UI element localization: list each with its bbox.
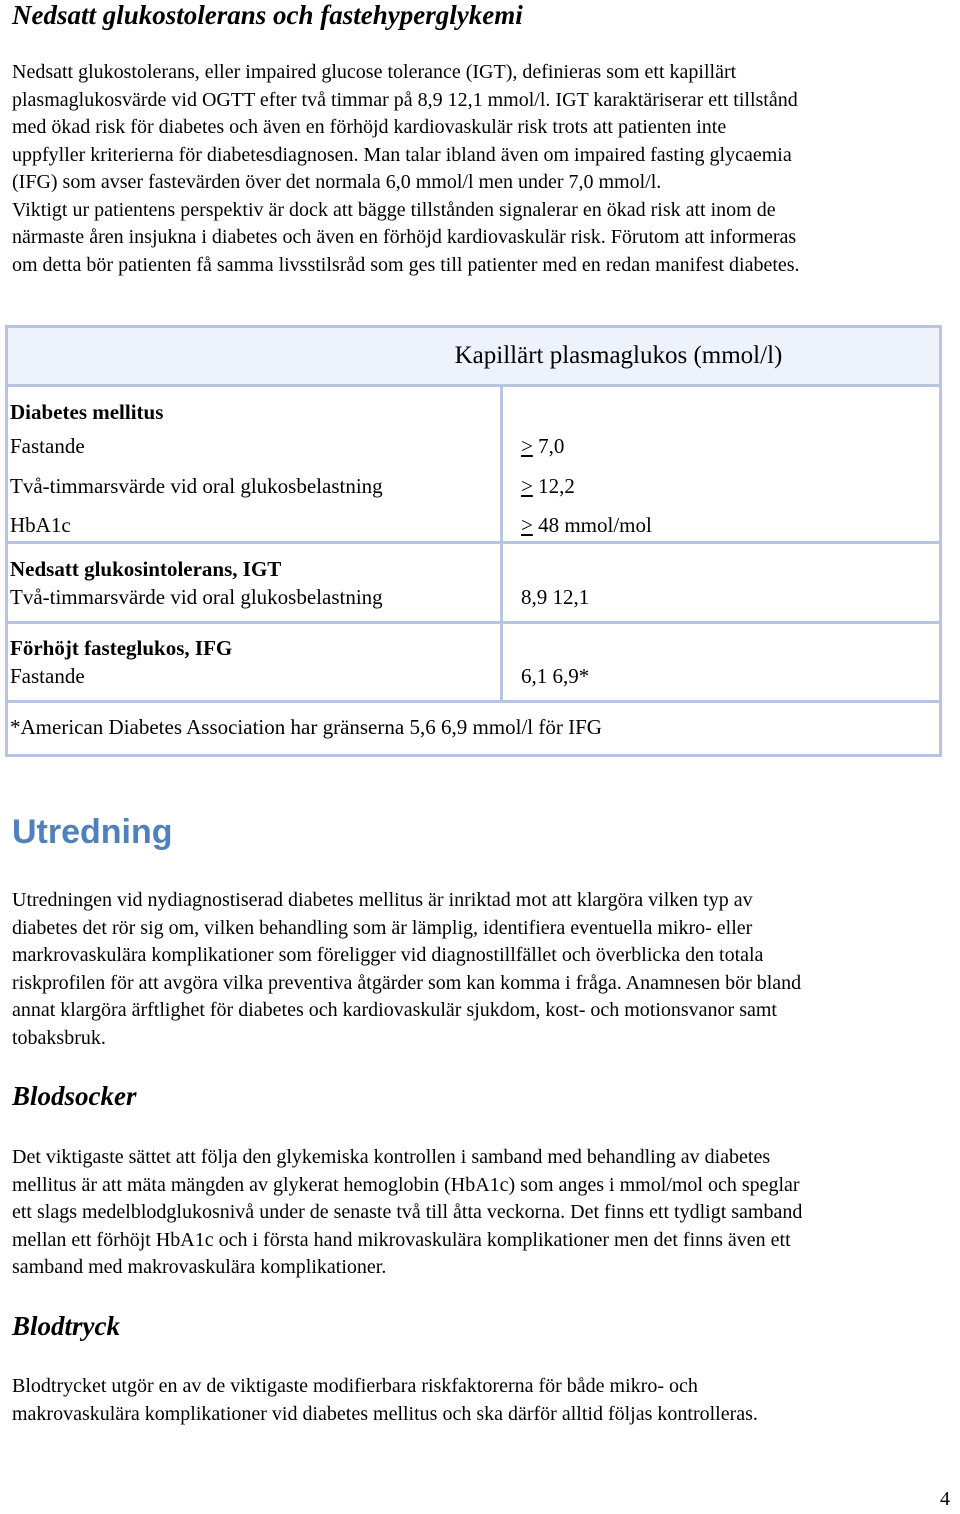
text-line: annat klargöra ärftlighet för diabetes och kardiovaskulär sjukdom, kost- och motionsvanor samt xyxy=(12,999,777,1021)
text-line: om detta bör patienten få samma livsstilsråd som ges till patienter med en redan manifest diabetes. xyxy=(12,253,800,276)
glucose-criteria-table xyxy=(5,325,942,757)
utredning-paragraph xyxy=(12,887,957,1052)
row-value-text: 12,2 xyxy=(538,474,575,498)
text-line: tobaksbruk. xyxy=(12,1026,106,1049)
row-value: 6,1 6,9* xyxy=(521,664,590,688)
table-header-label: Kapillärt plasmaglukos (mmol/l) xyxy=(454,342,783,369)
section1-paragraph xyxy=(12,59,957,279)
row-label: Fastande xyxy=(10,434,85,458)
text-line: uppfyller kriterierna för diabetesdiagnosen. Man talar ibland även om impaired fasting glycaemia xyxy=(12,143,792,166)
row-label: Fastande xyxy=(10,664,85,688)
row-label: Två-timmarsvärde vid oral glukosbelastning xyxy=(10,474,383,498)
section-title-blodtryck: Blodtryck xyxy=(12,1311,120,1341)
row-value-text: 48 mmol/mol xyxy=(538,513,652,537)
table-header xyxy=(5,325,942,387)
section-title-blodsocker: Blodsocker xyxy=(12,1081,137,1111)
text-line: samband med makrovaskulära komplikationer. xyxy=(12,1256,387,1278)
row-label: Två-timmarsvärde vid oral glukosbelastning xyxy=(10,585,383,609)
text-line: diabetes det rör sig om, vilken behandling som är lämplig, identifiera eventuella mikro- eller xyxy=(12,916,753,939)
geq-symbol: > xyxy=(521,513,533,537)
text-line: mellitus är att mäta mängden av glykerat hemoglobin (HbA1c) som anges i mmol/mol och speglar xyxy=(12,1173,800,1196)
blodtryck-paragraph xyxy=(12,1373,957,1428)
row-value: 8,9 12,1 xyxy=(521,585,590,609)
row-value xyxy=(521,436,564,457)
text-line: Blodtrycket utgör en av de viktigaste modifierbara riskfaktorerna för både mikro- och xyxy=(12,1375,698,1397)
blodsocker-paragraph xyxy=(12,1144,957,1282)
text-line: Det viktigaste sättet att följa den glykemiska kontrollen i samband med behandling av diabetes xyxy=(12,1146,771,1168)
text-line: makrovaskulära komplikationer vid diabetes mellitus och ska därför alltid följas kontrolleras. xyxy=(12,1402,758,1425)
text-line: med ökad risk för diabetes och även en förhöjd kardiovaskulär risk trots att patienten inte xyxy=(12,116,727,138)
text-line: markrovaskulära komplikationer som föreligger vid diagnostillfället och överblicka den totala xyxy=(12,944,764,966)
section-title-utredning: Utredning xyxy=(12,813,173,851)
section-title-nedsatt: Nedsatt glukostolerans och fastehyperglykemi xyxy=(12,0,523,30)
text-line: Viktigt ur patientens perspektiv är dock att bägge tillstånden signalerar en ökad risk att inom de xyxy=(12,198,776,221)
geq-symbol: > xyxy=(521,434,533,458)
row-label: HbA1c xyxy=(10,513,71,537)
text-line: Nedsatt glukostolerans, eller impaired glucose tolerance (IGT), definieras som ett kapillärt xyxy=(12,61,737,83)
table-footnote: *American Diabetes Association har gränserna 5,6 6,9 mmol/l för IFG xyxy=(10,715,602,739)
text-line: Utredningen vid nydiagnostiserad diabetes mellitus är inriktad mot att klargöra vilken typ av xyxy=(12,889,753,911)
geq-symbol: > xyxy=(521,474,533,498)
row-value-text: 7,0 xyxy=(538,434,565,458)
ifg-heading: Förhöjt fasteglukos, IFG xyxy=(10,636,233,660)
text-line: plasmaglukosvärde vid OGTT efter två timmar på 8,9 12,1 mmol/l. IGT karaktäriserar ett tillstånd xyxy=(12,88,798,111)
text-line: närmaste åren insjukna i diabetes och även en förhöjd kardiovaskulär risk. Förutom att informeras xyxy=(12,226,797,248)
text-line: riskprofilen för att avgöra vilka preventiva åtgärder som kan komma i fråga. Anamnesen bör bland xyxy=(12,971,802,994)
page-number: 4 xyxy=(940,1488,950,1510)
diabetes-heading: Diabetes mellitus xyxy=(10,400,164,424)
text-line: mellan ett förhöjt HbA1c och i första hand mikrovaskulära komplikationer men det finns även ett xyxy=(12,1228,791,1251)
row-value xyxy=(521,476,575,497)
igt-heading: Nedsatt glukosintolerans, IGT xyxy=(10,557,282,581)
row-value xyxy=(521,515,652,536)
text-line: (IFG) som avser fastevärden över det normala 6,0 mmol/l men under 7,0 mmol/l. xyxy=(12,171,662,193)
text-line: ett slags medelblodglukosnivå under de senaste två till åtta veckorna. Det finns ett tydligt samband xyxy=(12,1201,803,1223)
